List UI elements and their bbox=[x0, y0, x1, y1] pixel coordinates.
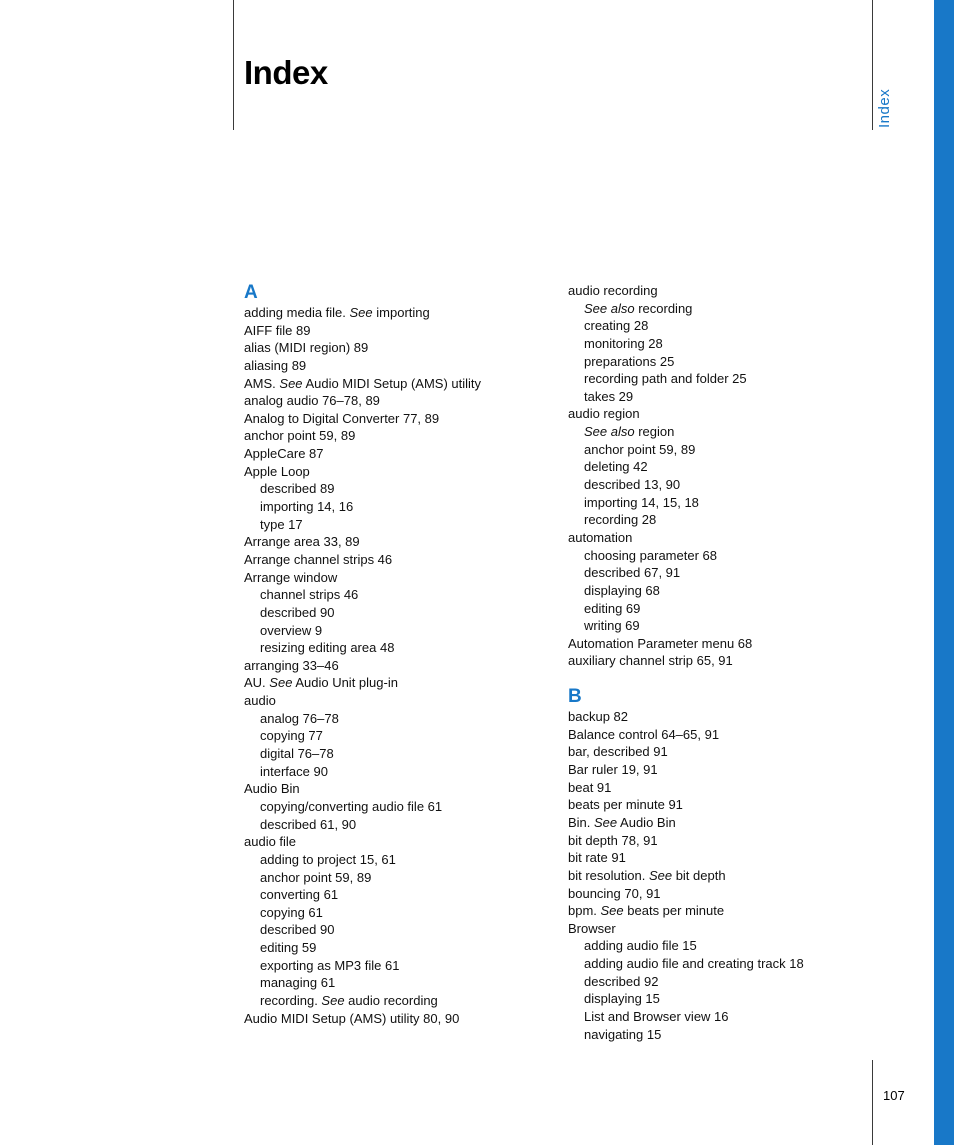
index-entry: aliasing 89 bbox=[244, 357, 307, 373]
index-entry: bouncing 70, 91 bbox=[568, 885, 661, 901]
index-subentry: creating 28 bbox=[584, 318, 649, 334]
index-entry: AppleCare 87 bbox=[244, 446, 324, 462]
index-subentry: See also recording bbox=[584, 300, 693, 316]
index-entry: audio file bbox=[244, 834, 297, 850]
index-entry: Arrange area 33, 89 bbox=[244, 534, 360, 550]
index-column-left bbox=[244, 282, 554, 1027]
index-subentry: adding audio file 15 bbox=[584, 938, 697, 954]
index-entry: Balance control 64–65, 91 bbox=[568, 726, 720, 742]
index-entry: bit depth 78, 91 bbox=[568, 832, 658, 848]
index-entry: bar, described 91 bbox=[568, 744, 668, 760]
index-subentry: See also region bbox=[584, 424, 675, 440]
index-entry: Arrange window bbox=[244, 569, 338, 585]
index-subentry: List and Browser view 16 bbox=[584, 1008, 729, 1024]
index-entry: AIFF file 89 bbox=[244, 322, 311, 338]
see-reference: See bbox=[600, 903, 624, 919]
chapter-edge-bar bbox=[934, 0, 954, 1145]
section-letter-b: B bbox=[568, 686, 582, 708]
index-subentry: recording 28 bbox=[584, 512, 657, 528]
index-subentry: converting 61 bbox=[260, 887, 339, 903]
index-subentry: anchor point 59, 89 bbox=[584, 441, 696, 457]
index-entry: Audio Bin bbox=[244, 781, 300, 797]
index-subentry: recording. See audio recording bbox=[260, 992, 438, 1008]
see-reference: See bbox=[321, 992, 345, 1008]
index-entry: beat 91 bbox=[568, 779, 612, 795]
index-entry: Analog to Digital Converter 77, 89 bbox=[244, 410, 440, 426]
index-entry: Bin. See Audio Bin bbox=[568, 814, 676, 830]
index-subentry: anchor point 59, 89 bbox=[260, 869, 372, 885]
index-entry: audio bbox=[244, 693, 276, 709]
index-entry: Audio MIDI Setup (AMS) utility 80, 90 bbox=[244, 1010, 460, 1026]
index-subentry: interface 90 bbox=[260, 763, 328, 779]
index-subentry: described 92 bbox=[584, 973, 659, 989]
index-entry: Arrange channel strips 46 bbox=[244, 551, 393, 567]
header-rule-right bbox=[872, 0, 873, 130]
index-entry: anchor point 59, 89 bbox=[244, 428, 356, 444]
see-reference: See bbox=[648, 867, 673, 883]
header-rule-left bbox=[233, 0, 234, 130]
index-column-right bbox=[568, 282, 878, 1043]
index-subentry: recording path and folder 25 bbox=[584, 371, 747, 387]
index-subentry: channel strips 46 bbox=[260, 587, 359, 603]
index-subentry: described 67, 91 bbox=[584, 565, 681, 581]
page-number: 107 bbox=[883, 1088, 905, 1103]
side-tab-label: Index bbox=[876, 88, 893, 128]
index-subentry: importing 14, 15, 18 bbox=[584, 494, 699, 510]
index-subentry: copying/converting audio file 61 bbox=[260, 798, 443, 814]
index-entry: AU. See Audio Unit plug-in bbox=[244, 675, 398, 691]
index-subentry: navigating 15 bbox=[584, 1026, 662, 1042]
index-entry: beats per minute 91 bbox=[568, 797, 683, 813]
index-entry: arranging 33–46 bbox=[244, 657, 339, 673]
index-subentry: choosing parameter 68 bbox=[584, 547, 717, 563]
page-title: Index bbox=[244, 54, 328, 91]
section-letter-a: A bbox=[244, 282, 258, 303]
index-entry: backup 82 bbox=[568, 709, 628, 725]
index-subentry: deleting 42 bbox=[584, 459, 648, 475]
index-entry: audio region bbox=[568, 406, 640, 422]
index-subentry: described 90 bbox=[260, 922, 335, 938]
index-subentry: monitoring 28 bbox=[584, 335, 663, 351]
index-entry: AMS. See Audio MIDI Setup (AMS) utility bbox=[244, 375, 481, 391]
index-subentry: described 89 bbox=[260, 481, 335, 497]
see-reference: See bbox=[269, 675, 293, 691]
index-subentry: resizing editing area 48 bbox=[260, 640, 395, 656]
index-entry: alias (MIDI region) 89 bbox=[244, 340, 369, 356]
index-subentry: analog 76–78 bbox=[260, 710, 339, 726]
index-subentry: displaying 15 bbox=[584, 991, 660, 1007]
index-entry: adding media file. See importing bbox=[244, 305, 430, 320]
index-subentry: described 61, 90 bbox=[260, 816, 357, 832]
see-reference: See bbox=[594, 814, 618, 830]
index-entry: automation bbox=[568, 529, 633, 545]
index-subentry: adding audio file and creating track 18 bbox=[584, 956, 804, 972]
index-subentry: managing 61 bbox=[260, 975, 336, 991]
see-reference: See bbox=[349, 305, 373, 320]
index-entry: Bar ruler 19, 91 bbox=[568, 762, 658, 778]
index-subentry: overview 9 bbox=[260, 622, 323, 638]
index-subentry: writing 69 bbox=[584, 618, 640, 634]
index-subentry: exporting as MP3 file 61 bbox=[260, 957, 400, 973]
index-entry: Automation Parameter menu 68 bbox=[568, 635, 753, 651]
index-subentry: importing 14, 16 bbox=[260, 499, 354, 515]
index-subentry: takes 29 bbox=[584, 388, 634, 404]
index-entry: analog audio 76–78, 89 bbox=[244, 393, 380, 409]
index-subentry: copying 77 bbox=[260, 728, 323, 744]
index-subentry: preparations 25 bbox=[584, 353, 675, 369]
index-entry: bit rate 91 bbox=[568, 850, 626, 866]
index-entry: auxiliary channel strip 65, 91 bbox=[568, 653, 733, 669]
footer-rule bbox=[872, 1060, 873, 1145]
section-spacer bbox=[568, 670, 878, 686]
index-subentry: editing 59 bbox=[260, 940, 317, 956]
index-subentry: type 17 bbox=[260, 516, 303, 532]
index-entry: Browser bbox=[568, 920, 616, 936]
see-reference: See also bbox=[584, 300, 635, 316]
index-subentry: editing 69 bbox=[584, 600, 641, 616]
index-subentry: described 13, 90 bbox=[584, 477, 681, 493]
index-entry: bit resolution. See bit depth bbox=[568, 867, 726, 883]
index-entry: audio recording bbox=[568, 283, 658, 298]
index-subentry: described 90 bbox=[260, 604, 335, 620]
index-subentry: adding to project 15, 61 bbox=[260, 851, 396, 867]
index-subentry: digital 76–78 bbox=[260, 746, 334, 762]
index-subentry: displaying 68 bbox=[584, 582, 660, 598]
index-entry: Apple Loop bbox=[244, 463, 310, 479]
index-entry: bpm. See beats per minute bbox=[568, 903, 725, 919]
see-reference: See bbox=[279, 375, 303, 391]
index-subentry: copying 61 bbox=[260, 904, 323, 920]
see-reference: See also bbox=[584, 424, 635, 440]
